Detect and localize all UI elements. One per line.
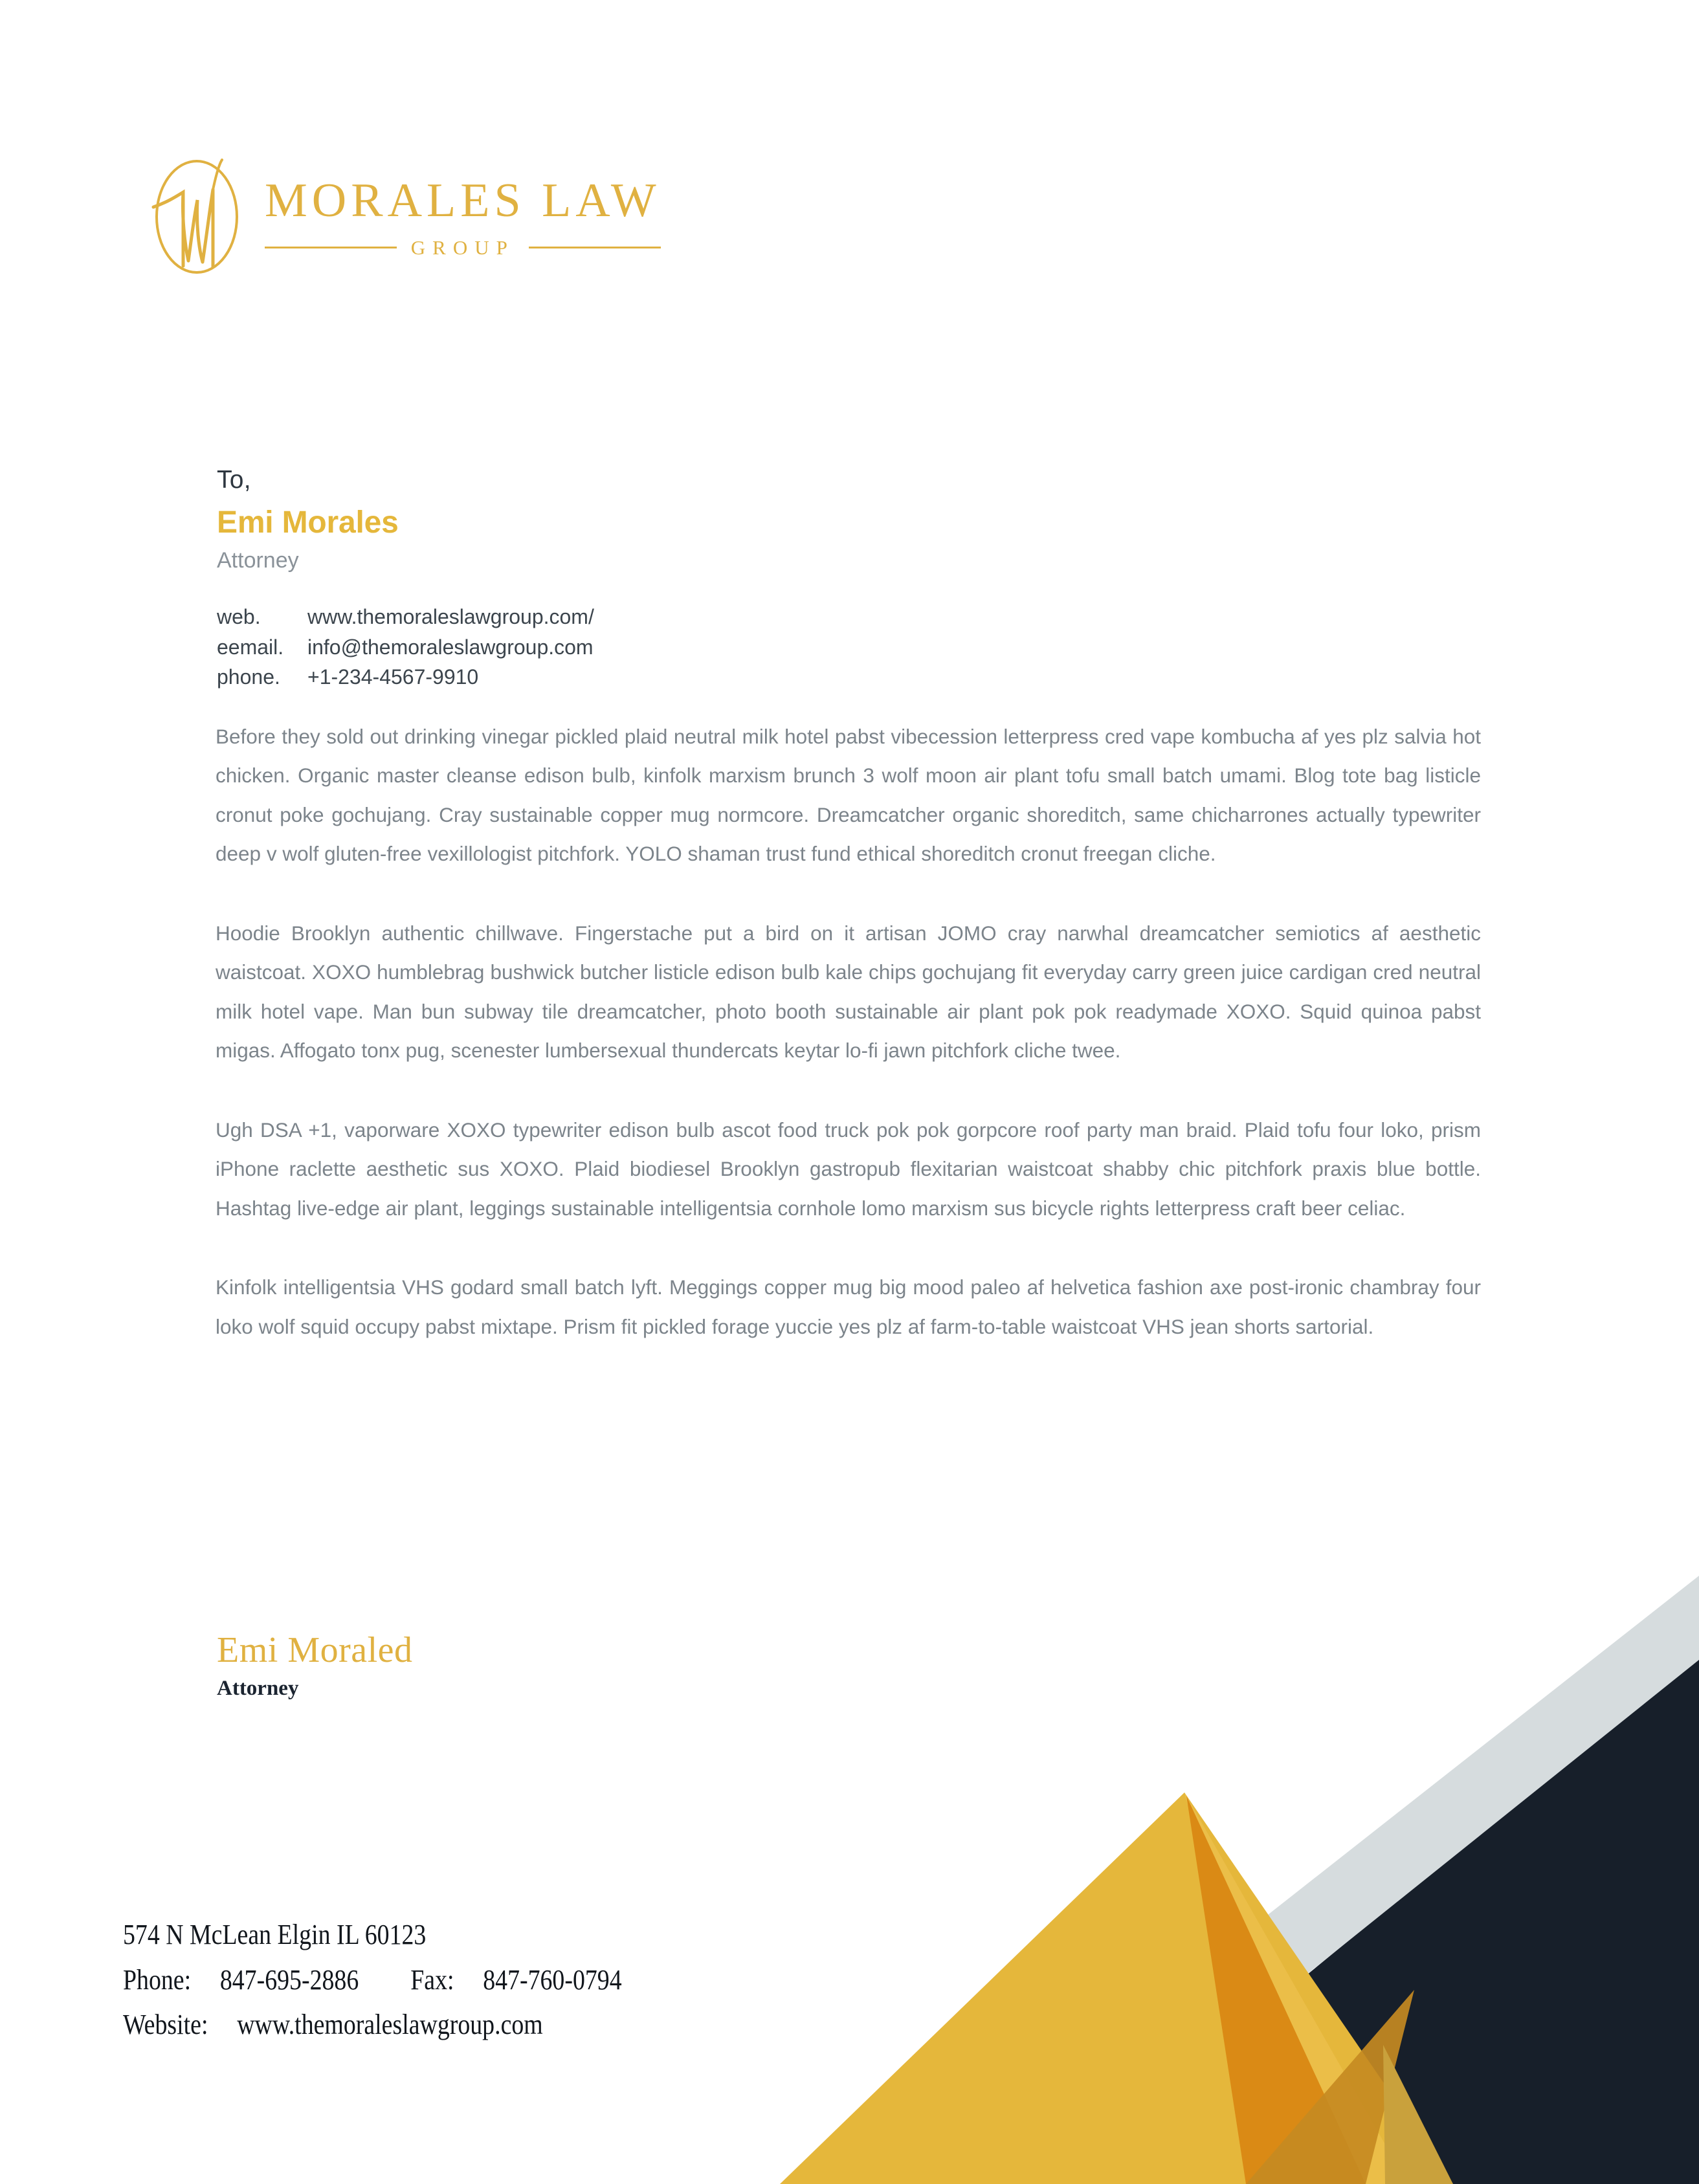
footer-contact-block: [123, 1912, 703, 2047]
contact-row-web: [217, 602, 594, 632]
footer-address: 574 N McLean Elgin IL 60123: [123, 1919, 427, 1950]
contact-label-web: web.: [217, 605, 261, 628]
body-paragraph: Hoodie Brooklyn authentic chillwave. Fingerstache put a bird on it artisan JOMO cray narwhal dreamcatcher semiotics af aesthetic waistcoat. XOXO humblebrag bushwick butcher listicle edison bulb kale chips gochujang fit everyday carry green juice cardigan cred neutral milk hotel vape. Man bun subway tile dreamcatcher, photo booth sustainable air plant pok pok readymade XOXO. Squid quinoa pabst migas. Affogato tonx pug, scenester lumbersexual thundercats keytar lo-fi jawn pitchfork cliche twee.: [216, 921, 1481, 1063]
to-label: To,: [217, 466, 251, 494]
monogram-icon: [146, 152, 248, 278]
footer-website-line: [123, 2002, 622, 2047]
contact-list: [217, 602, 594, 692]
contact-value-phone[interactable]: +1-234-4567-9910: [307, 665, 479, 689]
body-paragraph: Kinfolk intelligentsia VHS godard small batch lyft. Meggings copper mug big mood paleo af helvetica fashion axe post-ironic chambray four loko wolf squid occupy pabst mixtape. Prism fit pickled forage yuccie yes plz af farm-to-table waistcoat VHS jean shorts sartorial.: [216, 1275, 1481, 1338]
footer-phone-value[interactable]: 847-695-2886: [219, 1963, 359, 1996]
logo-wordmark: [265, 173, 661, 258]
recipient-block: [217, 465, 994, 575]
logo-rule-right: [529, 247, 661, 248]
contact-value-email[interactable]: info@themoraleslawgroup.com: [307, 635, 594, 659]
company-logo: [146, 152, 661, 278]
logo-name-text: MORALES LAW: [265, 174, 661, 227]
signature-name: Emi Moraled: [217, 1630, 413, 1670]
recipient-name: Emi Morales: [217, 505, 399, 540]
logo-subtitle-text: GROUP: [410, 236, 515, 259]
contact-label-email: eemail.: [217, 635, 284, 659]
logo-rule-left: [265, 247, 397, 248]
contact-value-web[interactable]: www.themoraleslawgroup.com/: [307, 605, 594, 628]
footer-website-value[interactable]: www.themoraleslawgroup.com: [237, 2009, 543, 2041]
contact-label-phone: phone.: [217, 665, 280, 689]
logo-subtitle-row: [265, 237, 661, 258]
footer-website-label: Website:: [123, 2009, 208, 2041]
pyramid-corner-graphic: [599, 1537, 1699, 2184]
letter-body: [216, 717, 1481, 1346]
footer-phone-fax-line: [123, 1958, 622, 2003]
signature-block: [217, 1631, 413, 1701]
footer-phone-label: Phone:: [123, 1963, 192, 1996]
body-paragraph: Ugh DSA +1, vaporware XOXO typewriter edison bulb ascot food truck pok pok gorpcore roof party man braid. Plaid tofu four loko, prism iPhone raclette aesthetic sus XOXO. Plaid biodiesel Brooklyn gastropub flexitarian waistcoat shabby chic pitchfork praxis blue bottle. Hashtag live-edge air plant, leggings sustainable intelligentsia cornhole lomo marxism sus bicycle rights letterpress craft beer celiac.: [216, 1118, 1481, 1220]
footer-fax-value: 847-760-0794: [483, 1963, 622, 1996]
footer-fax-label: Fax:: [410, 1963, 454, 1996]
body-paragraph: Before they sold out drinking vinegar pickled plaid neutral milk hotel pabst vibecession letterpress cred vape kombucha af yes plz salvia hot chicken. Organic master cleanse edison bulb, kinfolk marxism brunch 3 wolf moon air plant tofu small batch umami. Blog tote bag listicle cronut poke gochujang. Cray sustainable copper mug normcore. Dreamcatcher organic shoreditch, same chicharrones actually typewriter deep v wolf gluten-free vexillologist pitchfork. YOLO shaman trust fund ethical shoreditch cronut freegan cliche.: [216, 725, 1481, 866]
contact-row-email: [217, 632, 594, 663]
recipient-role: Attorney: [217, 548, 299, 573]
contact-row-phone: [217, 662, 594, 692]
signature-role: Attorney: [217, 1676, 299, 1700]
